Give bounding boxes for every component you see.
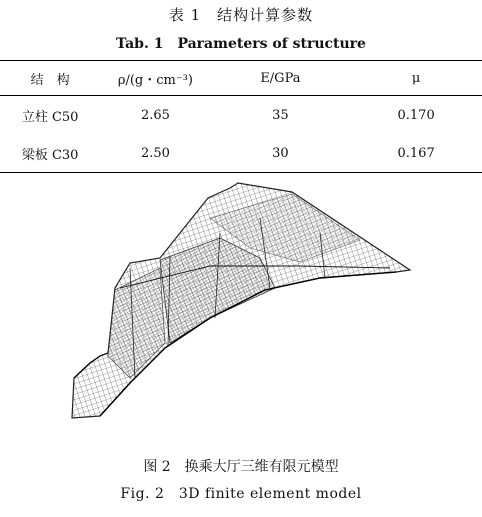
parameters-table (0, 60, 482, 173)
figure-caption-cn: 图 2 换乘大厅三维有限元模型 (143, 459, 339, 475)
header-poisson: μ (411, 70, 421, 86)
cell-density: 2.50 (140, 145, 170, 161)
table-title-cn: 表 1 结构计算参数 (168, 6, 314, 24)
cell-structure: 立柱 C50 (21, 109, 79, 125)
cell-structure: 梁板 C30 (21, 147, 79, 163)
cell-density: 2.65 (140, 107, 170, 123)
table-row (0, 134, 482, 173)
table-row (0, 96, 482, 135)
cell-poisson: 0.170 (397, 107, 435, 123)
cell-modulus: 30 (272, 145, 289, 161)
finite-element-model-image (60, 178, 420, 428)
header-modulus: E/GPa (260, 70, 301, 86)
table-header-row (0, 61, 482, 96)
header-density: ρ/(g・cm⁻³) (117, 72, 193, 88)
cell-poisson: 0.167 (397, 145, 435, 161)
table-title-en: Tab. 1 Parameters of structure (116, 36, 366, 52)
header-structure: 结 构 (30, 72, 70, 88)
cell-modulus: 35 (272, 107, 289, 123)
figure-caption-en: Fig. 2 3D finite element model (120, 486, 362, 502)
